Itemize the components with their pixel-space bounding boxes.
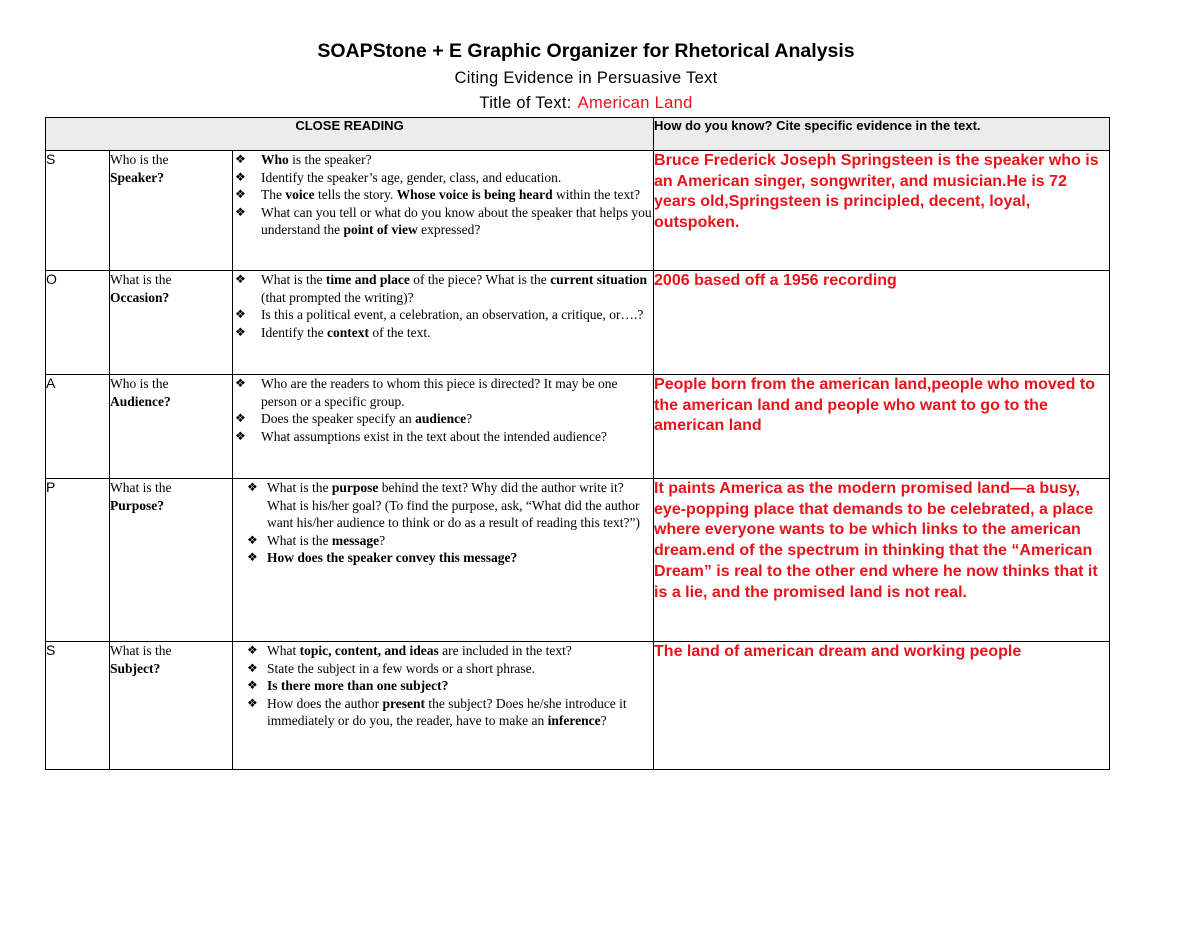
list-item: ❖ Does the speaker specify an audience?	[235, 411, 473, 426]
diamond-bullet-icon: ❖	[235, 324, 246, 339]
row-label: What is the Subject?	[110, 642, 233, 770]
list-item: ❖ What is the message?	[247, 532, 386, 548]
row-answer: Bruce Frederick Joseph Springsteen is the speaker who is an American singer, songwriter, and musician.He is 72 years old,Springsteen is principled, decent, loyal, outspoken.	[654, 151, 1110, 271]
diamond-bullet-icon: ❖	[247, 678, 258, 692]
diamond-bullet-icon: ❖	[235, 428, 246, 443]
row-prompts	[233, 642, 654, 770]
row-letter: S	[46, 151, 110, 271]
table-row-subject	[46, 642, 1110, 770]
list-item: ❖ Identify the context of the text.	[235, 324, 431, 340]
row-letter: S	[46, 642, 110, 770]
list-item: ❖ What is the purpose behind the text? Why did the author write it? What is his/her goal? (To find the purpose, ask, “What did the author want his/her audience to think or do as a result of reading this text?”)	[247, 480, 641, 530]
list-item: ❖ How does the speaker convey this message?	[247, 550, 518, 565]
row-answer: It paints America as the modern promised land—a busy, eye-popping place that demands to be celebrated, a place where everyone wants to be which links to the american dream.end of the spectrum in thinking that the “American Dream” is real to the other end where he now thinks that it is a lie, and the promised land is not real.	[654, 479, 1110, 642]
diamond-bullet-icon: ❖	[247, 695, 258, 710]
text-title	[0, 94, 1172, 113]
list-item: ❖ Who are the readers to whom this piece is directed? It may be one person or a specific group.	[235, 376, 618, 409]
diamond-bullet-icon: ❖	[235, 307, 246, 321]
table-row-occasion	[46, 271, 1110, 375]
list-item: ❖ What is the time and place of the piece? What is the current situation (that prompted the writing)?	[235, 272, 648, 305]
table-row-audience	[46, 375, 1110, 479]
diamond-bullet-icon: ❖	[235, 187, 246, 201]
table-row-purpose	[46, 479, 1110, 642]
diamond-bullet-icon: ❖	[235, 376, 246, 390]
row-letter: P	[46, 479, 110, 642]
row-answer: 2006 based off a 1956 recording	[654, 271, 1110, 375]
row-prompts	[233, 271, 654, 375]
list-item: ❖ State the subject in a few words or a short phrase.	[247, 660, 536, 676]
list-item: ❖ What topic, content, and ideas are included in the text?	[247, 643, 572, 658]
list-item: ❖ Is this a political event, a celebration, an observation, a critique, or….?	[235, 307, 644, 322]
row-label: Who is the Audience?	[110, 375, 233, 479]
row-answer: The land of american dream and working people	[654, 642, 1110, 770]
row-label: Who is the Speaker?	[110, 151, 233, 271]
diamond-bullet-icon: ❖	[247, 532, 258, 547]
list-item: ❖ How does the author present the subject? Does he/she introduce it immediately or do you, the reader, have to make an inference?	[247, 695, 627, 728]
list-item: ❖ Is there more than one subject?	[247, 678, 449, 693]
row-prompts	[233, 151, 654, 271]
diamond-bullet-icon: ❖	[235, 152, 246, 166]
text-title-value: American Land	[577, 94, 693, 112]
row-letter: O	[46, 271, 110, 375]
diamond-bullet-icon: ❖	[247, 550, 258, 564]
table-row-speaker	[46, 151, 1110, 271]
soapstone-table	[45, 117, 1110, 770]
list-item: ❖ Identify the speaker’s age, gender, class, and education.	[235, 169, 562, 185]
close-reading-header: CLOSE READING	[46, 118, 654, 151]
table-header-row	[46, 118, 1110, 151]
row-answer: People born from the american land,people who moved to the american land and people who want to go to the american land	[654, 375, 1110, 479]
row-prompts	[233, 375, 654, 479]
page-subtitle: Citing Evidence in Persuasive Text	[454, 69, 718, 87]
page-title: SOAPStone + E Graphic Organizer for Rhetorical Analysis	[317, 40, 855, 62]
diamond-bullet-icon: ❖	[235, 411, 246, 425]
list-item: ❖ What can you tell or what do you know about the speaker that helps you understand the point of view expressed?	[235, 204, 652, 237]
evidence-header: How do you know? Cite specific evidence in the text.	[654, 118, 1110, 151]
text-title-label: Title of Text:	[479, 94, 572, 112]
diamond-bullet-icon: ❖	[247, 660, 258, 675]
list-item: ❖ The voice tells the story. Whose voice is being heard within the text?	[235, 187, 640, 202]
list-item: ❖ Who is the speaker?	[235, 152, 372, 167]
row-label: What is the Purpose?	[110, 479, 233, 642]
list-item: ❖ What assumptions exist in the text about the intended audience?	[235, 428, 608, 444]
diamond-bullet-icon: ❖	[247, 480, 258, 494]
row-prompts	[233, 479, 654, 642]
diamond-bullet-icon: ❖	[235, 169, 246, 184]
row-label: What is the Occasion?	[110, 271, 233, 375]
diamond-bullet-icon: ❖	[235, 204, 246, 219]
row-letter: A	[46, 375, 110, 479]
diamond-bullet-icon: ❖	[235, 272, 246, 286]
diamond-bullet-icon: ❖	[247, 643, 258, 657]
